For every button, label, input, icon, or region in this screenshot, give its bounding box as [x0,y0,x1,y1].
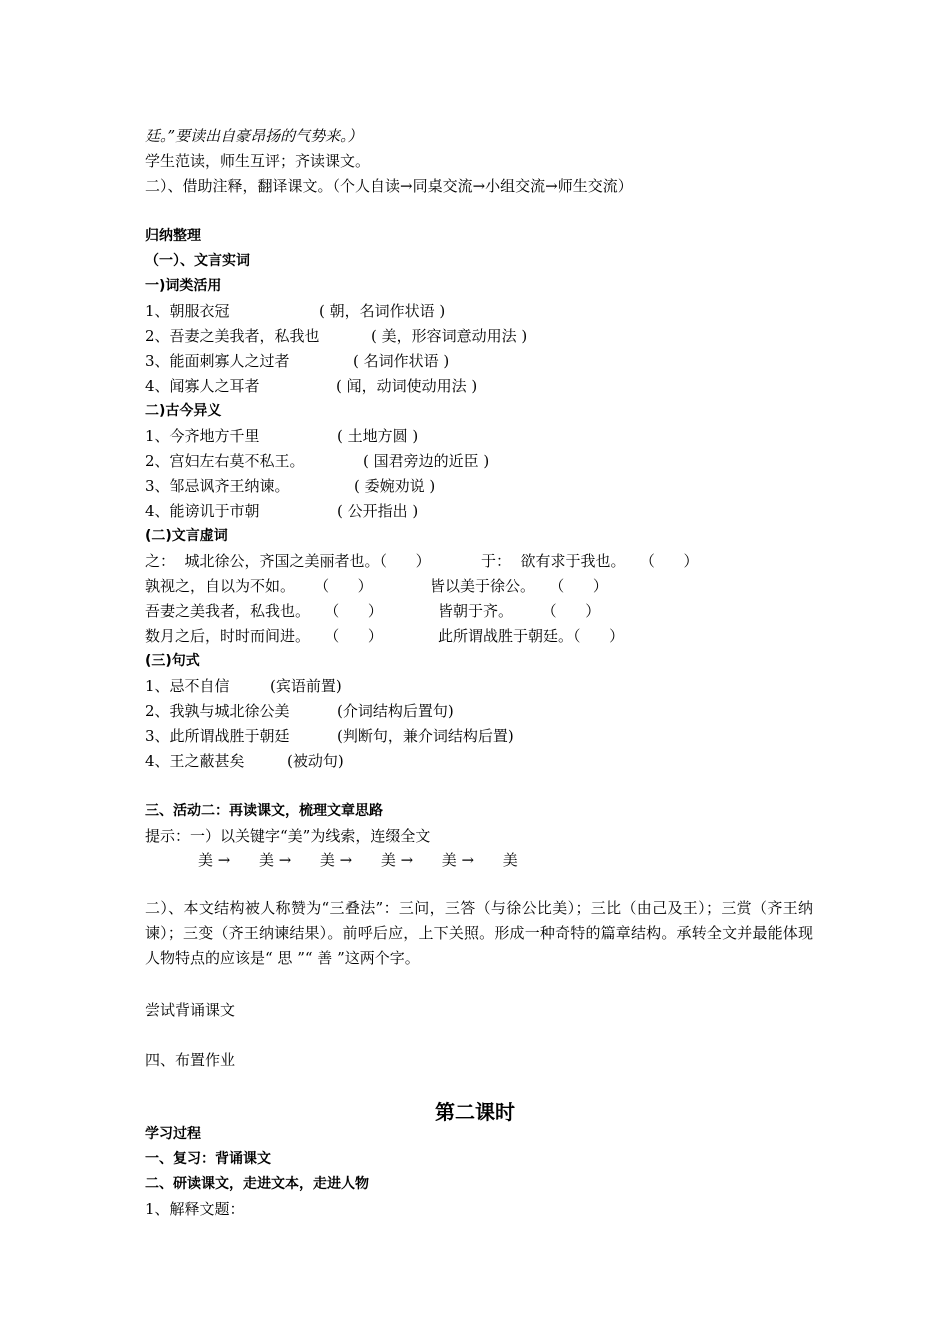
section-heading: 一、复习：背诵课文 [145,1151,271,1167]
text-line: 此所谓战胜于朝廷。（ ） [438,627,625,645]
text-line: 数月之后，时时而间进。 （ ） [145,627,383,645]
text-line: 4、闻寡人之耳者 [145,377,260,395]
text-line: 2、吾妻之美我者，私我也 [145,327,320,345]
text-line: 于： 欲有求于我也。 （ ） [481,552,699,570]
section-heading: 一)词类活用 [145,278,222,294]
text-note: (介词结构后置句) [337,702,454,720]
arrow-chain: 美 → 美 → 美 → 美 → 美 → 美 [198,851,518,869]
text-line: 3、邹忌讽齐王纳谏。 [145,477,290,495]
section-heading: 二、研读课文，走进文本，走进人物 [145,1176,369,1192]
text-line: 3、此所谓战胜于朝廷 [145,727,290,745]
text-note: ( 委婉劝说 ) [354,477,436,495]
text-line: 2、宫妇左右莫不私王。 [145,452,305,470]
text-note: (被动句) [287,752,344,770]
page-title: 第二课时 [435,1100,515,1124]
text-line: 尝试背诵课文 [145,1001,236,1019]
text-line: 提示：一）以关键字“美”为线索，连缀全文 [145,827,431,845]
text-note: ( 名词作状语 ) [353,352,450,370]
text-line: 四、布置作业 [145,1051,236,1069]
text-note: (宾语前置) [270,677,342,695]
text-note: ( 闻，动词使动用法 ) [336,377,478,395]
text-note: (判断句，兼介词结构后置) [337,727,514,745]
section-heading: 学习过程 [145,1126,201,1142]
text-line: 4、能谤讥于市朝 [145,502,260,520]
text-note: ( 土地方圆 ) [337,427,419,445]
text-line: 二）、借助注释，翻译课文。（个人自读→同桌交流→小组交流→师生交流） [145,177,633,195]
section-heading: 三、活动二：再读课文，梳理文章思路 [145,803,383,819]
text-line: 1、解释文题： [145,1200,245,1218]
section-heading: 归纳整理 [145,228,201,244]
text-note: ( 美，形容词意动用法 ) [371,327,528,345]
text-line: 1、忌不自信 [145,677,230,695]
section-heading: (三)句式 [145,653,200,669]
text-line: 4、王之蔽甚矣 [145,752,245,770]
text-line: 吾妻之美我者，私我也。 （ ） [145,602,383,620]
text-line: 1、朝服衣冠 [145,302,230,320]
section-heading: (二)文言虚词 [145,528,228,544]
text-line: 之： 城北徐公，齐国之美丽者也。（ ） [145,552,431,570]
text-line: 2、我孰与城北徐公美 [145,702,290,720]
text-line: 皆以美于徐公。 （ ） [430,577,608,595]
text-note: ( 朝，名词作状语 ) [319,302,446,320]
section-heading: 二)古今异义 [145,403,222,419]
text-line: 皆朝于齐。 （ ） [438,602,601,620]
text-note: ( 公开指出 ) [337,502,419,520]
text-line: 孰视之，自以为不如。 （ ） [145,577,373,595]
text-line: 1、今齐地方千里 [145,427,260,445]
text-line: 3、能面刺寡人之过者 [145,352,290,370]
text-note: ( 国君旁边的近臣 ) [363,452,490,470]
text-line: 廷。”要读出自豪昂扬的气势来。） [145,127,363,145]
paragraph: 二）、本文结构被人称赞为“三叠法”：三问，三答（与徐公比美）；三比（由己及王）；三赏（齐王纳谏）；三变（齐王纳谏结果）。前呼后应，上下关照。形成一种奇特的篇章结构。承转全文并最能体现人物特点的应该是“ 思 ”“ 善 ”这两个字。 [145,899,813,967]
text-line: 学生范读，师生互评；齐读课文。 [145,152,371,170]
section-heading: （一）、文言实词 [145,253,250,269]
